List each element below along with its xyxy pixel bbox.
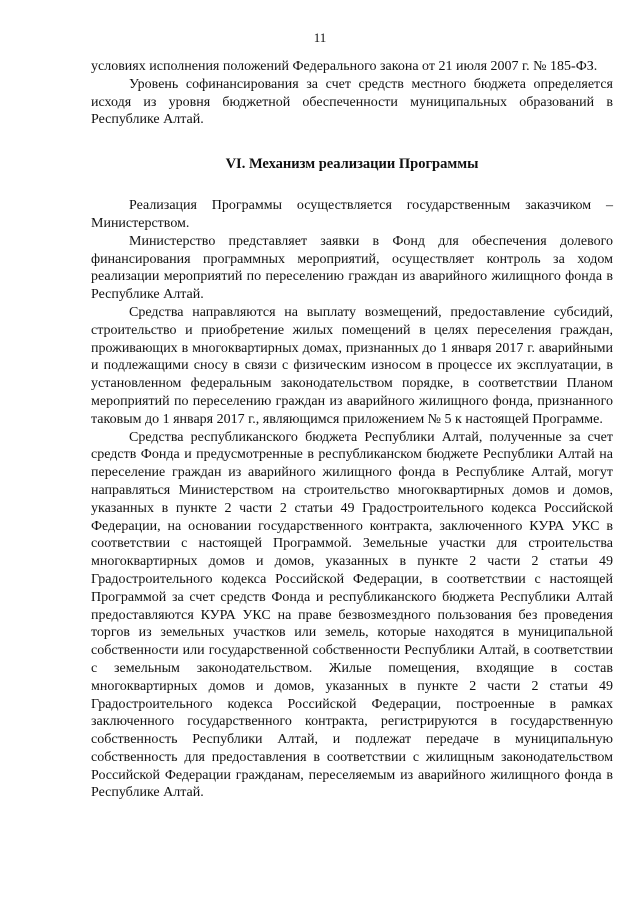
document-body [91,58,613,802]
paragraph: Средства направляются на выплату возмещений, предоставление субсидий, строительство и приобретение жилых помещений в целях переселения граждан, проживающих в многоквартирных домах, признанных до 1 января 2017 г. аварийными и подлежащими сносу в связи с физическим износом в процессе их эксплуатации, в установленном федеральным законодательством порядке, в соответствии Планом мероприятий по переселению граждан из аварийного жилищного фонда, признанного таковым до 1 января 2017 г., являющимся приложением № 5 к настоящей Программе. [91,304,613,427]
paragraph: Уровень софинансирования за счет средств местного бюджета определяется исходя из уровня бюджетной обеспеченности муниципальных образований в Республике Алтай. [91,76,613,128]
paragraph: Реализация Программы осуществляется государственным заказчиком – Министерством. [91,198,613,231]
page-number: 11 [313,30,327,45]
paragraph: Средства республиканского бюджета Республики Алтай, полученные за счет средств Фонда и предусмотренные в республиканском бюджете Республики Алтай на переселение граждан из аварийного жилищного фонда в Республике Алтай, могут направляться Министерством на строительство многоквартирных домов и домов, указанных в пункте 2 части 2 статьи 49 Градостроительного кодекса Российской Федерации, на основании государственного контракта, заключенного КУРА УКС в соответствии с настоящей Программой. Земельные участки для строительства многоквартирных домов и домов, указанных в пункте 2 части 2 статьи 49 Градостроительного кодекса Российской Федерации, в соответствии с настоящей Программой за счет средств Фонда и республиканского бюджета Республики Алтай предоставляются КУРА УКС на праве безвозмездного пользования без проведения торгов из земельных участков или земель, которые находятся в муниципальной собственности или государственной собственности Республики Алтай, в соответствии с земельным законодательством. Жилые помещения, входящие в состав многоквартирных домов и домов, указанных в пункте 2 части 2 статьи 49 Градостроительного кодекса Российской Федерации, построенные в рамках заключенного государственного контракта, регистрируются в государственную собственность Республики Алтай, и подлежат передаче в муниципальную собственность для предоставления в соответствии с жилищным законодательством Российской Федерации гражданам, переселяемым из аварийного жилищного фонда в Республике Алтай. [91,429,613,801]
paragraph: Министерство представляет заявки в Фонд для обеспечения долевого финансирования программных мероприятий, осуществляет контроль за ходом реализации мероприятий по переселению граждан из аварийного жилищного фонда в Республике Алтай. [91,233,613,303]
paragraph: условиях исполнения положений Федерального закона от 21 июля 2007 г. № 185-ФЗ. [91,59,598,74]
section-heading: VI. Механизм реализации Программы [225,156,479,173]
